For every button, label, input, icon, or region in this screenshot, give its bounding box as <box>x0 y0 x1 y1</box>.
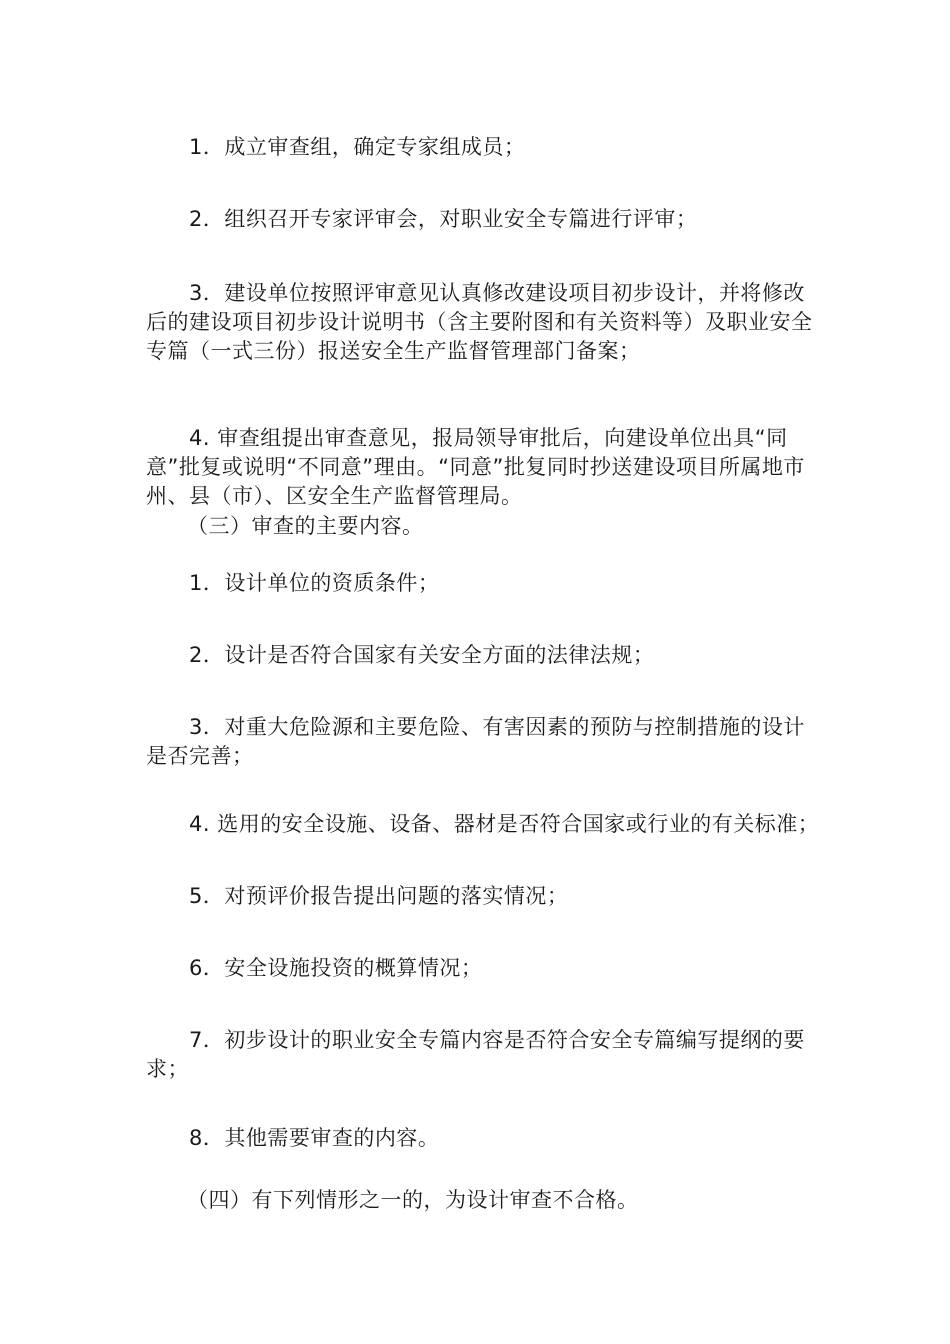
paragraph-1: 1．成立审查组，确定专家组成员； <box>189 135 526 159</box>
paragraph-7: 3．对重大危险源和主要危险、有害因素的预防与控制措施的设计是否完善； <box>146 715 805 768</box>
paragraph-10: 6．安全设施投资的概算情况； <box>189 956 483 980</box>
paragraph-12: 8．其他需要审查的内容。 <box>189 1126 440 1150</box>
paragraph-8: 4. 选用的安全设施、设备、器材是否符合国家或行业的有关标准； <box>189 812 820 836</box>
paragraph-3: 3．建设单位按照评审意见认真修改建设项目初步设计，并将修改后的建设项目初步设计说明书（含主要附图和有关资料等）及职业安全专篇（一式三份）报送安全生产监督管理部门备案； <box>146 281 813 363</box>
paragraph-9: 5．对预评价报告提出问题的落实情况； <box>189 884 569 908</box>
section-heading-3: （三）审查的主要内容。 <box>187 514 424 538</box>
paragraph-5: 1．设计单位的资质条件； <box>189 571 440 595</box>
section-heading-4: （四）有下列情形之一的，为设计审查不合格。 <box>187 1188 639 1212</box>
paragraph-11: 7．初步设计的职业安全专篇内容是否符合安全专篇编写提纲的要求； <box>146 1028 805 1081</box>
paragraph-4: 4. 审查组提出审查意见，报局领导审批后，向建设单位出具“同意”批复或说明“不同意”理由。“同意”批复同时抄送建设项目所属地市州、县（市）、区安全生产监督管理局。 <box>146 426 805 508</box>
paragraph-2: 2．组织召开专家评审会，对职业安全专篇进行评审； <box>189 207 698 231</box>
paragraph-6: 2．设计是否符合国家有关安全方面的法律法规； <box>189 643 655 667</box>
